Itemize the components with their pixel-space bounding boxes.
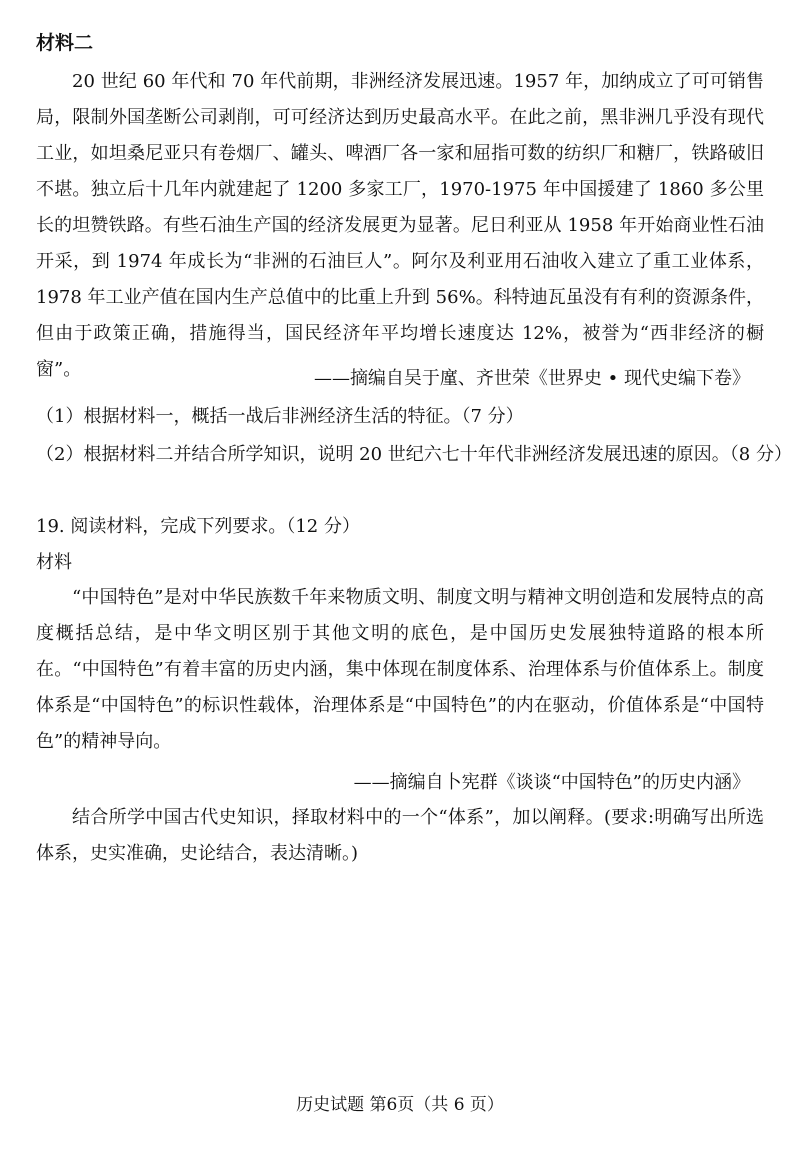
question-19-material-paragraph: “中国特色”是对中华民族数千年来物质文明、制度文明与精神文明创造和发展特点的高度概括总结，是中华文明区别于其他文明的底色，是中国历史发展独特道路的根本所在。“中国特色”有着丰富的历史内涵，集中体现在制度体系、治理体系与价值体系上。制度体系是“中国特色”的标识性载体，治理体系是“中国特色”的内在驱动，价值体系是“中国特色”的精神导向。 bbox=[36, 587, 764, 752]
question-19-source: ——摘编自卜宪群《谈谈“中国特色”的历史内涵》 bbox=[353, 772, 750, 793]
question-19-title: 19. 阅读材料，完成下列要求。（12 分） bbox=[36, 516, 360, 537]
page-footer: 历史试题 第6页（共 6 页） bbox=[296, 1095, 504, 1115]
material-two-heading: 材料二 bbox=[36, 32, 94, 54]
material-two-source: ——摘编自吴于廑、齐世荣《世界史 • 现代史编下卷》 bbox=[313, 368, 750, 389]
question-19-material-label: 材料 bbox=[36, 552, 72, 573]
question-19-instruction: 结合所学中国古代史知识，择取材料中的一个“体系”，加以阐释。(要求:明确写出所选体系，史实准确，史论结合，表达清晰。) bbox=[36, 807, 764, 864]
question-18-part-2: （2）根据材料二并结合所学知识，说明 20 世纪六七十年代非洲经济发展迅速的原因。（8 分） bbox=[36, 444, 792, 465]
question-18-part-1: （1）根据材料一，概括一战后非洲经济生活的特征。（7 分） bbox=[36, 406, 524, 427]
material-two-paragraph: 20 世纪 60 年代和 70 年代前期，非洲经济发展迅速。1957 年，加纳成立了可可销售局，限制外国垄断公司剥削，可可经济达到历史最高水平。在此之前，黑非洲几乎没有现代工业，如坦桑尼亚只有卷烟厂、罐头、啤酒厂各一家和屈指可数的纺织厂和糖厂，铁路破旧不堪。独立后十几年内就建起了 1200 多家工厂，1970-1975 年中国援建了 1860 多公里长的坦赞铁路。有些石油生产国的经济发展更为显著。尼日利亚从 1958 年开始商业性石油开采，到 1974 年成长为“非洲的石油巨人”。阿尔及利亚用石油收入建立了重工业体系，1978 年工业产值在国内生产总值中的比重上升到 56%。科特迪瓦虽没有有利的资源条件，但由于政策正确，措施得当，国民经济年平均增长速度达 12%，被誉为“西非经济的橱窗”。 bbox=[36, 71, 764, 380]
